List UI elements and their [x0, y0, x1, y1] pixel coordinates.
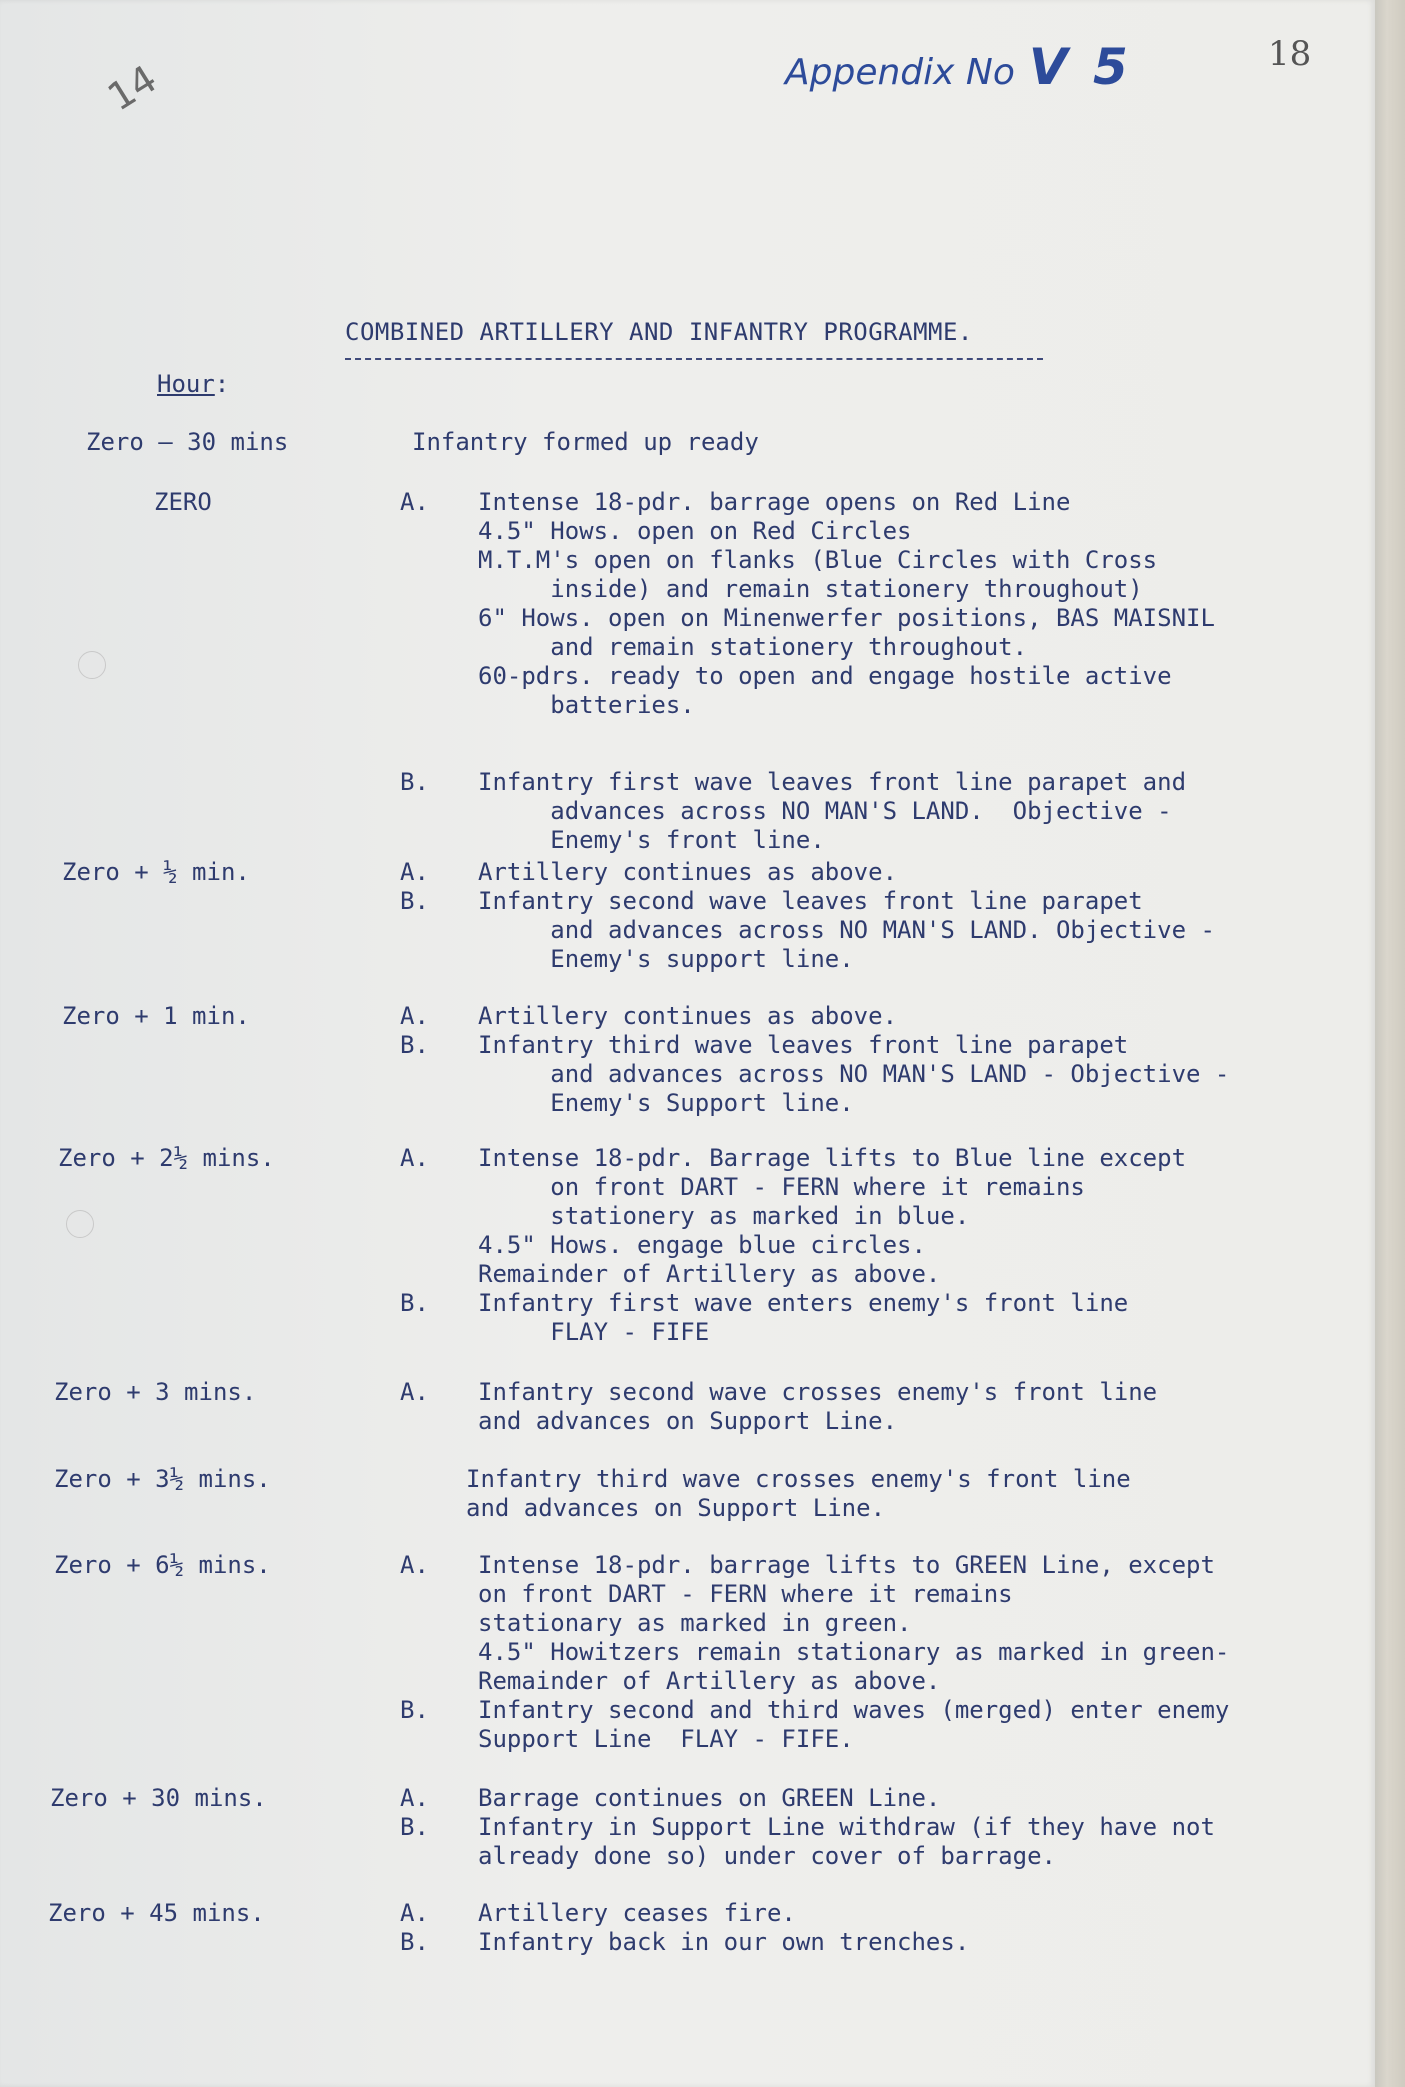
- programme-text-line: advances across NO MAN'S LAND. Objective -: [478, 797, 1172, 825]
- programme-text-line: Intense 18-pdr. barrage lifts to GREEN Line, except: [478, 1551, 1215, 1579]
- programme-text-line: 4.5" Howitzers remain stationary as marked in green-: [478, 1638, 1230, 1666]
- programme-text-line: 60-pdrs. ready to open and engage hostile active: [478, 662, 1172, 690]
- time-label: Zero + 30 mins.: [50, 1784, 267, 1812]
- programme-text-line: 4.5" Hows. engage blue circles.: [478, 1231, 926, 1259]
- programme-text-line: inside) and remain stationery throughout): [478, 575, 1143, 603]
- page-number: 18: [1268, 34, 1312, 74]
- pencil-number: 14: [100, 56, 165, 120]
- document-title: COMBINED ARTILLERY AND INFANTRY PROGRAMME.: [345, 318, 973, 346]
- punch-hole: [78, 651, 106, 679]
- item-letter: B.: [400, 1928, 429, 1956]
- item-letter: A.: [400, 1378, 429, 1406]
- item-letter: A.: [400, 858, 429, 886]
- item-letter: A.: [400, 1551, 429, 1579]
- programme-text-line: Infantry second wave leaves front line parapet: [478, 887, 1143, 915]
- programme-text-line: M.T.M's open on flanks (Blue Circles with Cross: [478, 546, 1158, 574]
- programme-text-line: on front DART - FERN where it remains: [478, 1580, 1013, 1608]
- programme-text-line: and advances across NO MAN'S LAND. Objective -: [478, 916, 1215, 944]
- item-letter: A.: [400, 1002, 429, 1030]
- programme-text-line: Artillery continues as above.: [478, 858, 898, 886]
- time-label: Zero + 6½ mins.: [54, 1551, 271, 1579]
- programme-text-line: FLAY - FIFE: [478, 1318, 710, 1346]
- programme-text-line: Enemy's Support line.: [478, 1089, 854, 1117]
- time-label: ZERO: [154, 488, 212, 516]
- item-letter: A.: [400, 1784, 429, 1812]
- item-letter: B.: [400, 1289, 429, 1317]
- programme-text-line: Infantry in Support Line withdraw (if they have not: [478, 1813, 1215, 1841]
- programme-text-line: Infantry third wave leaves front line parapet: [478, 1031, 1129, 1059]
- programme-text-line: Infantry formed up ready: [412, 428, 759, 456]
- programme-text-line: stationary as marked in green.: [478, 1609, 912, 1637]
- time-label: Zero — 30 mins: [86, 428, 289, 456]
- programme-text-line: 6" Hows. open on Minenwerfer positions, BAS MAISNIL: [478, 604, 1215, 632]
- time-label: Zero + 3½ mins.: [54, 1465, 271, 1493]
- programme-text-line: batteries.: [478, 691, 695, 719]
- programme-text-line: and remain stationery throughout.: [478, 633, 1028, 661]
- programme-text-line: Infantry third wave crosses enemy's front line: [466, 1465, 1131, 1493]
- programme-text-line: Infantry second and third waves (merged) enter enemy: [478, 1696, 1230, 1724]
- programme-text-line: already done so) under cover of barrage.: [478, 1842, 1056, 1870]
- programme-text-line: stationery as marked in blue.: [478, 1202, 970, 1230]
- appendix-label: Appendix No: [785, 52, 1015, 93]
- programme-text-line: Support Line FLAY - FIFE.: [478, 1725, 854, 1753]
- appendix-number: V 5: [1028, 38, 1132, 96]
- programme-text-line: Intense 18-pdr. barrage opens on Red Line: [478, 488, 1071, 516]
- programme-text-line: Infantry first wave leaves front line parapet and: [478, 768, 1187, 796]
- programme-text-line: Intense 18-pdr. Barrage lifts to Blue line except: [478, 1144, 1187, 1172]
- binder-edge: [1375, 0, 1405, 2087]
- item-letter: B.: [400, 1813, 429, 1841]
- hour-label-text: Hour: [157, 370, 215, 398]
- programme-text-line: Infantry second wave crosses enemy's front line: [478, 1378, 1158, 1406]
- programme-text-line: Barrage continues on GREEN Line.: [478, 1784, 941, 1812]
- item-letter: B.: [400, 887, 429, 915]
- punch-hole: [66, 1210, 94, 1238]
- item-letter: B.: [400, 1031, 429, 1059]
- item-letter: B.: [400, 768, 429, 796]
- programme-text-line: 4.5" Hows. open on Red Circles: [478, 517, 912, 545]
- programme-text-line: and advances across NO MAN'S LAND - Objective -: [478, 1060, 1230, 1088]
- programme-text-line: Enemy's support line.: [478, 945, 854, 973]
- programme-text-line: Enemy's front line.: [478, 826, 825, 854]
- time-label: Zero + ½ min.: [62, 858, 250, 886]
- programme-text-line: and advances on Support Line.: [478, 1407, 898, 1435]
- programme-text-line: Artillery ceases fire.: [478, 1899, 796, 1927]
- time-label: Zero + 2½ mins.: [58, 1144, 275, 1172]
- programme-text-line: and advances on Support Line.: [466, 1494, 886, 1522]
- item-letter: A.: [400, 1144, 429, 1172]
- programme-text-line: on front DART - FERN where it remains: [478, 1173, 1085, 1201]
- programme-text-line: Artillery continues as above.: [478, 1002, 898, 1030]
- item-letter: A.: [400, 1899, 429, 1927]
- programme-text-line: Remainder of Artillery as above.: [478, 1260, 941, 1288]
- programme-text-line: Infantry first wave enters enemy's front line: [478, 1289, 1129, 1317]
- hour-column-label: Hour:: [157, 370, 230, 398]
- appendix-heading: [785, 38, 1132, 96]
- time-label: Zero + 45 mins.: [48, 1899, 265, 1927]
- programme-text-line: Remainder of Artillery as above.: [478, 1667, 941, 1695]
- title-underline: [345, 358, 1043, 360]
- time-label: Zero + 3 mins.: [54, 1378, 257, 1406]
- time-label: Zero + 1 min.: [62, 1002, 250, 1030]
- item-letter: B.: [400, 1696, 429, 1724]
- item-letter: A.: [400, 488, 429, 516]
- programme-text-line: Infantry back in our own trenches.: [478, 1928, 970, 1956]
